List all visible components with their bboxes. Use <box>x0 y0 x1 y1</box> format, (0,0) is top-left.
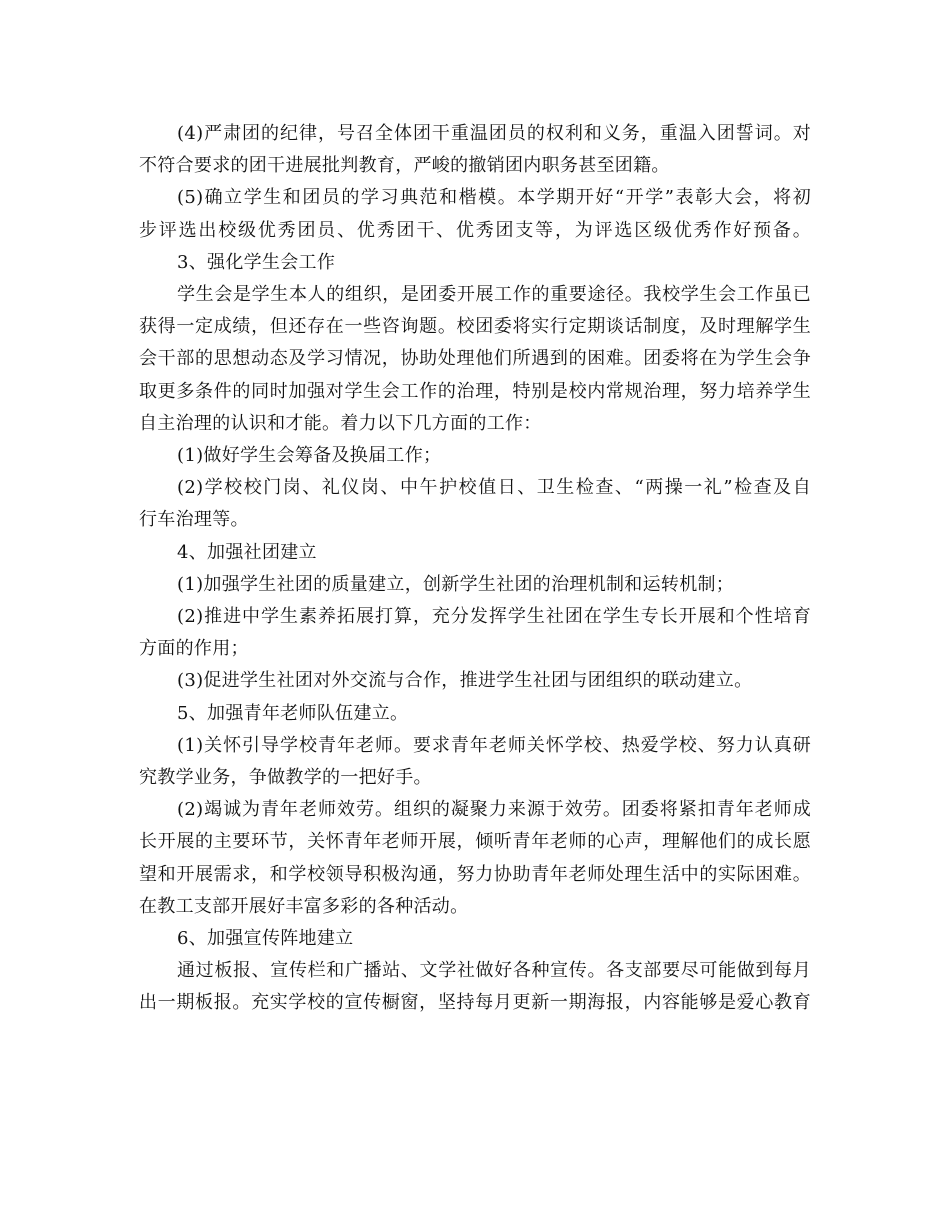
text-line-l6: 学生会是学生本人的组织，是团委开展工作的重要途径。我校学生会工作虽已 <box>177 284 811 306</box>
text-line-l21: 究教学业务，争做教学的一把好手。 <box>139 767 432 789</box>
text-line-l13: 行车治理等。 <box>139 509 249 531</box>
text-line-l27: 通过板报、宣传栏和广播站、文学社做好各种宣传。各支部要尽可能做到每月 <box>177 960 811 982</box>
text-line-l19: 5、加强青年老师队伍建立。 <box>177 702 409 724</box>
text-line-l17: 方面的作用； <box>139 638 249 660</box>
text-line-l14: 4、加强社团建立 <box>177 541 317 563</box>
text-line-l8: 会干部的思想动态及学习情况，协助处理他们所遇到的困难。团委将在为学生会争 <box>139 348 811 370</box>
text-line-l11: (1)做好学生会筹备及换届工作； <box>177 445 442 467</box>
text-line-l23: 长开展的主要环节，关怀青年老师开展，倾听青年老师的心声，理解他们的成长愿 <box>139 831 811 853</box>
document-body <box>139 118 811 1020</box>
text-line-l26: 6、加强宣传阵地建立 <box>177 928 354 950</box>
text-line-l12: (2)学校校门岗、礼仪岗、中午护校值日、卫生检查、“两操一礼”检查及自 <box>177 477 811 499</box>
text-line-l20: (1)关怀引导学校青年老师。要求青年老师关怀学校、热爱学校、努力认真研 <box>177 734 811 756</box>
text-line-l5: 3、强化学生会工作 <box>177 251 336 273</box>
text-line-l22: (2)竭诚为青年老师效劳。组织的凝聚力来源于效劳。团委将紧扣青年老师成 <box>177 799 811 821</box>
text-line-l2: 不符合要求的团干进展批判教育，严峻的撤销团内职务甚至团籍。 <box>139 155 670 177</box>
text-line-l10: 自主治理的认识和才能。着力以下几方面的工作： <box>139 412 542 434</box>
text-line-l15: (1)加强学生社团的质量建立，创新学生社团的治理机制和运转机制； <box>177 573 735 595</box>
text-line-l28: 出一期板报。充实学校的宣传橱窗，坚持每月更新一期海报，内容能够是爱心教育 <box>139 992 811 1014</box>
text-line-l16: (2)推进中学生素养拓展打算，充分发挥学生社团在学生专长开展和个性培育 <box>177 606 811 628</box>
text-line-l9: 取更多条件的同时加强对学生会工作的治理，特别是校内常规治理，努力培养学生 <box>139 380 811 402</box>
text-line-l7: 获得一定成绩，但还存在一些咨询题。校团委将实行定期谈话制度，及时理解学生 <box>139 316 811 338</box>
text-line-l25: 在教工支部开展好丰富多彩的各种活动。 <box>139 895 469 917</box>
text-line-l1: (4)严肃团的纪律，号召全体团干重温团员的权利和义务，重温入团誓词。对 <box>177 123 811 144</box>
text-line-l18: (3)促进学生社团对外交流与合作，推进学生社团与团组织的联动建立。 <box>177 670 753 692</box>
text-line-l4: 步评选出校级优秀团员、优秀团干、优秀团支等，为评选区级优秀作好预备。 <box>139 219 811 241</box>
text-line-l24: 望和开展需求，和学校领导积极沟通，努力协助青年老师处理生活中的实际困难。 <box>139 863 811 885</box>
text-line-l3: (5)确立学生和团员的学习典范和楷模。本学期开好“开学”表彰大会，将初 <box>177 187 811 209</box>
